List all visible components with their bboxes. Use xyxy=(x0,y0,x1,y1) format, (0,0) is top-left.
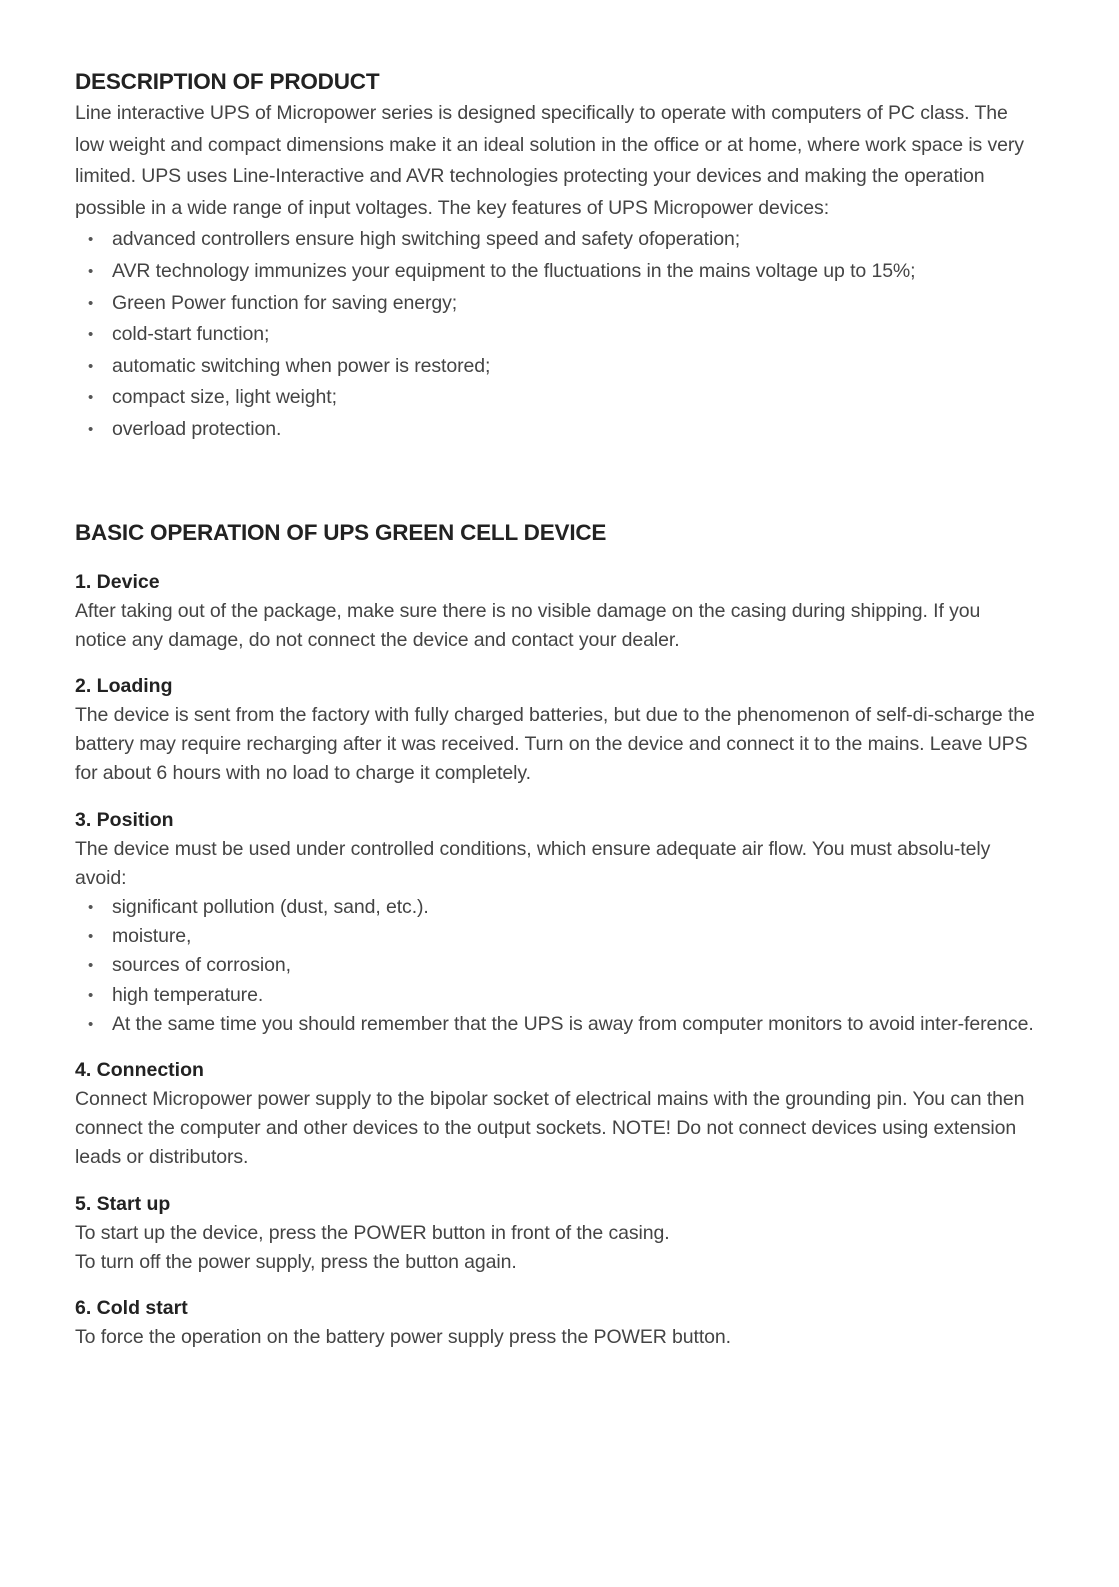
avoid-item: • moisture, xyxy=(75,922,1035,951)
feature-item: • AVR technology immunizes your equipment to the fluctuations in the mains voltage up to 15%; xyxy=(75,256,1035,288)
startup-line1: To start up the device, press the POWER button in front of the casing. xyxy=(75,1221,670,1244)
startup-line2: To turn off the power supply, press the button again. xyxy=(75,1250,517,1273)
feature-item: • automatic switching when power is restored; xyxy=(75,351,1035,383)
loading-item xyxy=(75,672,1035,789)
loading-title: 2. Loading xyxy=(75,674,173,697)
position-item xyxy=(75,806,1035,1039)
avoid-item: • At the same time you should remember that the UPS is away from computer monitors to avoid inter-ference. xyxy=(75,1010,1035,1039)
feature-item: • overload protection. xyxy=(75,414,1035,446)
avoid-list xyxy=(75,893,1035,1039)
avoid-item: • significant pollution (dust, sand, etc.). xyxy=(75,893,1035,922)
page-content xyxy=(75,66,1035,1369)
feature-item: • Green Power function for saving energy; xyxy=(75,288,1035,320)
description-text: Line interactive UPS of Micropower series is designed specifically to operate with computers of PC class. The low weight and compact dimensions make it an ideal solution in the office or at home, where work space is very limited. UPS uses Line-Interactive and AVR technologies protecting your devices and making the operation possible in a wide range of input voltages. The key features of UPS Micropower devices: xyxy=(75,102,1024,219)
device-title: 1. Device xyxy=(75,570,160,593)
operation-section xyxy=(75,517,1035,1353)
coldstart-title: 6. Cold start xyxy=(75,1296,188,1319)
avoid-item: • sources of corrosion, xyxy=(75,951,1035,980)
position-title: 3. Position xyxy=(75,808,174,831)
connection-text: Connect Micropower power supply to the bipolar socket of electrical mains with the grounding pin. You can then connect the computer and other devices to the output sockets. NOTE! Do not connect devices using extension leads or distributors. xyxy=(75,1087,1025,1169)
description-heading: DESCRIPTION OF PRODUCT xyxy=(75,69,380,94)
connection-title: 4. Connection xyxy=(75,1058,204,1081)
description-section xyxy=(75,66,1035,446)
operation-heading: BASIC OPERATION OF UPS GREEN CELL DEVICE xyxy=(75,519,607,545)
connection-item xyxy=(75,1056,1035,1173)
avoid-item: • high temperature. xyxy=(75,981,1035,1010)
startup-title: 5. Start up xyxy=(75,1192,171,1215)
position-text: The device must be used under controlled conditions, which ensure adequate air flow. You must absolu-tely avoid: xyxy=(75,837,991,889)
startup-item xyxy=(75,1190,1035,1277)
feature-item: • advanced controllers ensure high switching speed and safety ofoperation; xyxy=(75,224,1035,256)
coldstart-text: To force the operation on the battery power supply press the POWER button. xyxy=(75,1325,731,1348)
feature-item: • compact size, light weight; xyxy=(75,382,1035,414)
features-list xyxy=(75,224,1035,445)
device-text: After taking out of the package, make sure there is no visible damage on the casing during shipping. If you notice any damage, do not connect the device and contact your dealer. xyxy=(75,599,981,651)
coldstart-item xyxy=(75,1294,1035,1352)
device-item xyxy=(75,568,1035,655)
feature-item: • cold-start function; xyxy=(75,319,1035,351)
loading-text: The device is sent from the factory with fully charged batteries, but due to the phenomenon of self-di-scharge the battery may require recharging after it was received. Turn on the device and connect it to the mains. Leave UPS for about 6 hours with no load to charge it completely. xyxy=(75,703,1035,785)
